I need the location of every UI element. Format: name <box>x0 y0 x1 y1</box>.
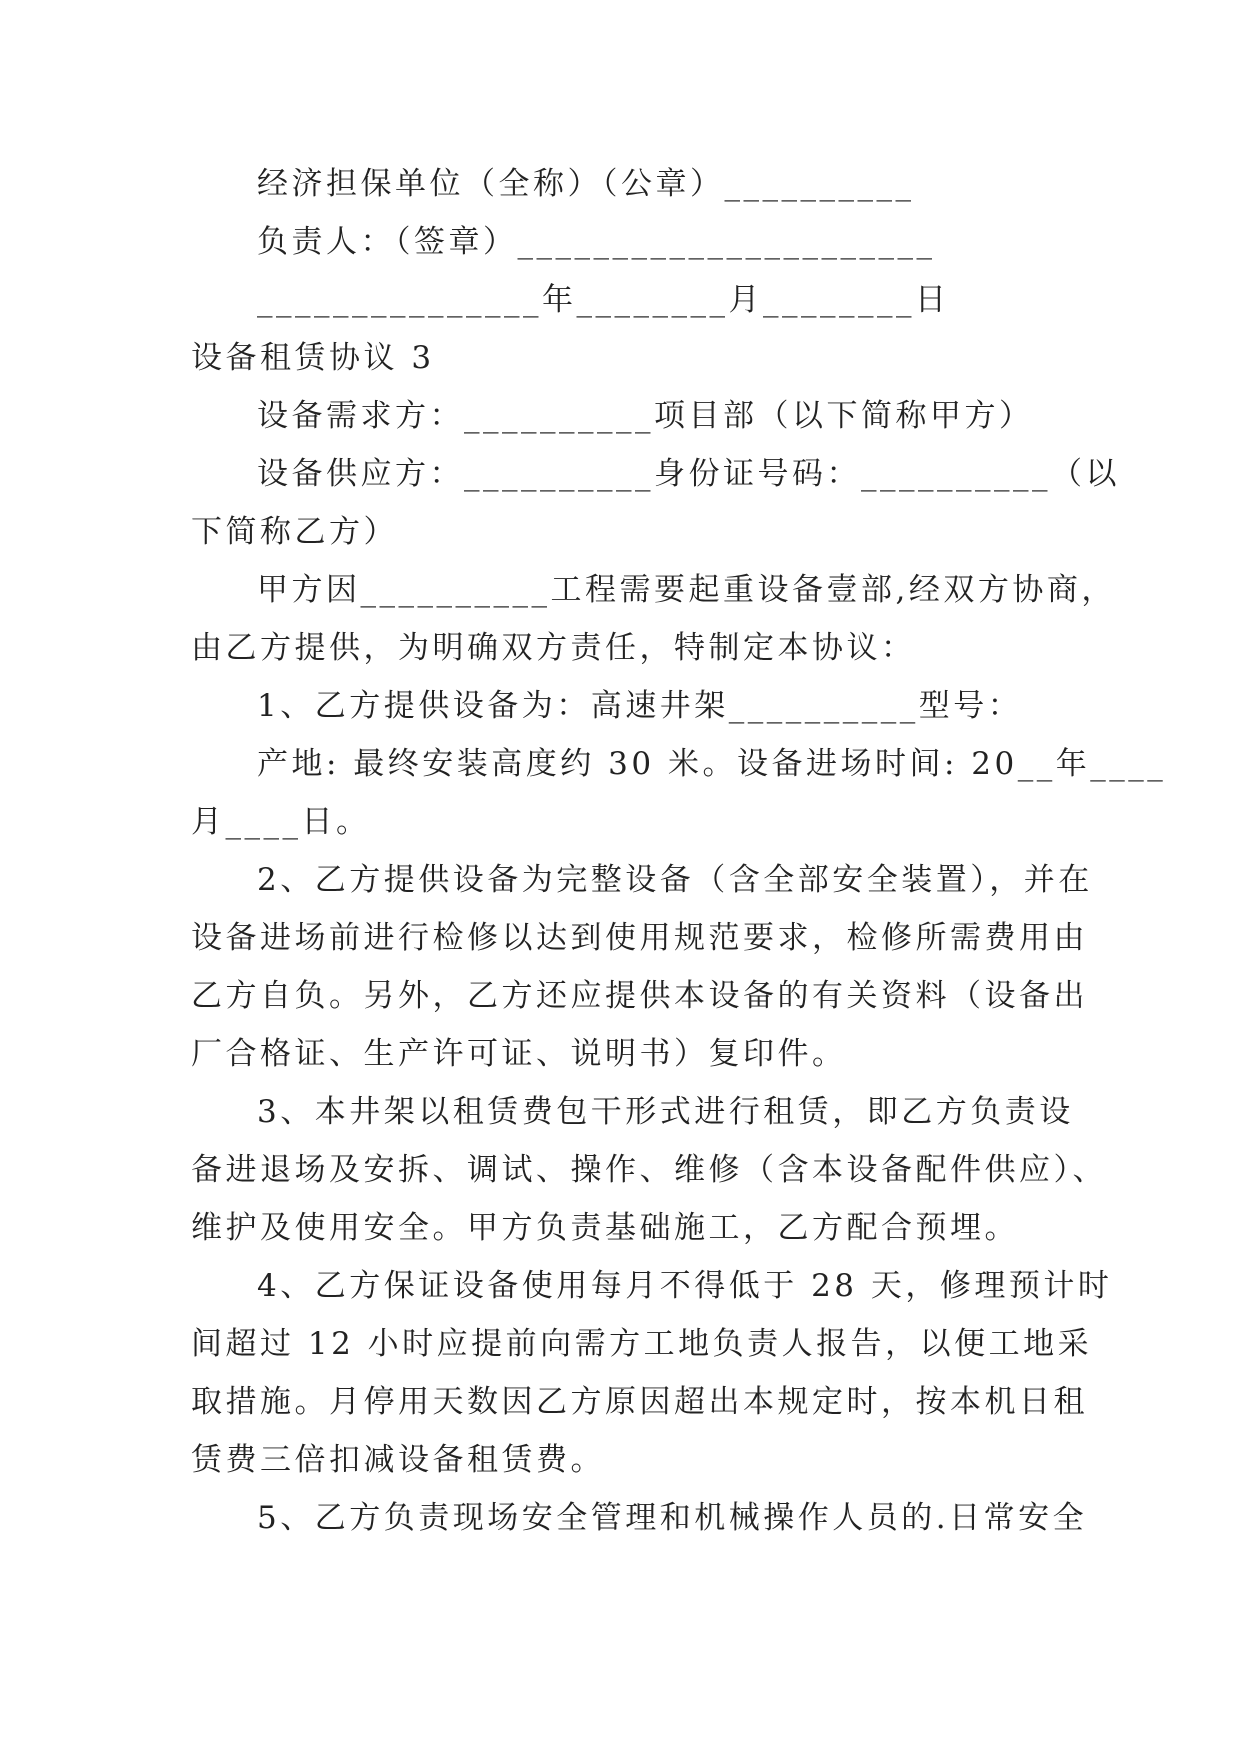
clause-2-line: 2、乙方提供设备为完整设备（含全部安全装置），并在 <box>257 862 1093 898</box>
equipment-supplier-line: 设备供应方：__________身份证号码：__________（以 <box>257 456 1120 492</box>
clause-5-line: 5、乙方负责现场安全管理和机械操作人员的.日常安全 <box>257 1500 1088 1536</box>
clause-3-line: 维护及使用安全。甲方负责基础施工，乙方配合预埋。 <box>191 1210 1019 1246</box>
clause-4-line: 赁费三倍扣减设备租赁费。 <box>191 1442 605 1478</box>
equipment-supplier-line-cont: 下简称乙方） <box>191 514 398 550</box>
clause-4-line: 4、乙方保证设备使用每月不得低于 28 天，修理预计时 <box>257 1268 1113 1304</box>
equipment-demand-party-line: 设备需求方：__________项目部（以下简称甲方） <box>257 398 1034 434</box>
guarantor-unit-line: 经济担保单位（全称）（公章）__________ <box>257 166 915 202</box>
clause-4-line: 间超过 12 小时应提前向需方工地负责人报告，以便工地采 <box>191 1326 1093 1362</box>
clause-1-line: 产地: 最终安装高度约 30 米。设备进场时间: 20__年____ <box>257 746 1167 782</box>
clause-3-line: 备进退场及安拆、调试、操作、维修（含本设备配件供应）、 <box>191 1152 1107 1188</box>
clause-2-line: 乙方自负。另外，乙方还应提供本设备的有关资料（设备出 <box>191 978 1088 1014</box>
clause-2-line: 设备进场前进行检修以达到使用规范要求，检修所需费用由 <box>191 920 1088 956</box>
preamble-paragraph-line: 由乙方提供，为明确双方责任，特制定本协议： <box>191 630 916 666</box>
clause-1-line: 月____日。 <box>191 804 371 840</box>
section-title: 设备租赁协议 3 <box>191 340 435 376</box>
date-line: _______________年________月________日 <box>257 282 950 318</box>
clause-1-line: 1、乙方提供设备为：高速井架__________型号： <box>257 688 1023 724</box>
clause-4-line: 取措施。月停用天数因乙方原因超出本规定时，按本机日租 <box>191 1384 1088 1420</box>
clause-3-line: 3、本井架以租赁费包干形式进行租赁，即乙方负责设 <box>257 1094 1074 1130</box>
preamble-paragraph-line: 甲方因__________工程需要起重设备壹部,经双方协商， <box>257 572 1116 608</box>
responsible-person-line: 负责人：（签章）______________________ <box>257 224 936 260</box>
clause-2-line: 厂合格证、生产许可证、说明书）复印件。 <box>191 1036 847 1072</box>
